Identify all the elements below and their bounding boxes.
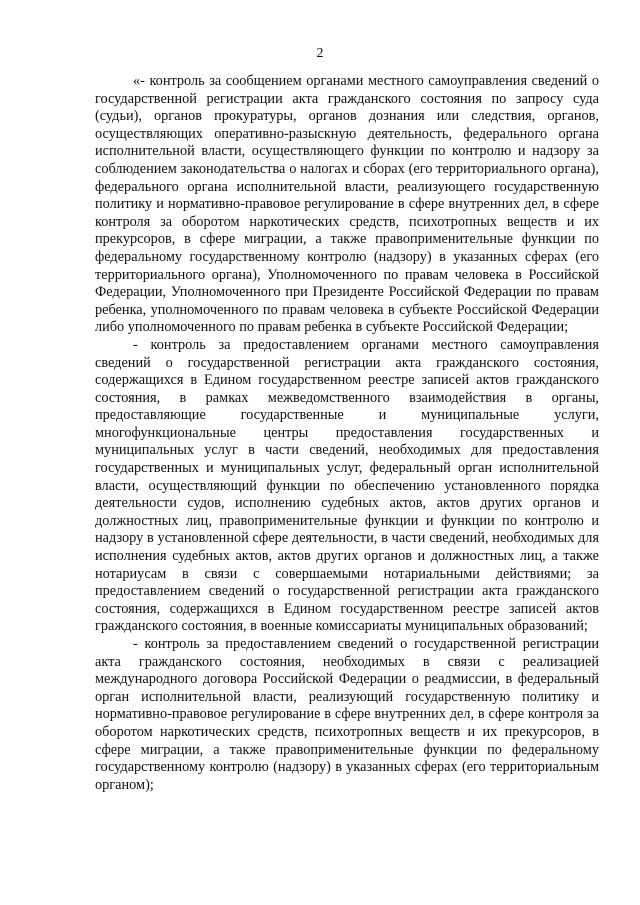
- document-body: [95, 73, 599, 794]
- page-number: 2: [316, 46, 324, 61]
- paragraph-3: - контроль за предоставлением сведений о государственной регистрации акта гражданского состояния, необходимых в связи с реализацией международного договора Российской Федерации о реадмиссии, в федеральный орган исполнительной власти, реализующий государственную политику и нормативно-правовое регулирование в сфере внутренних дел, в сфере контроля за оборотом наркотических средств, психотропных веществ и их прекурсоров, в сфере миграции, а также правоприменительные функции по федеральному государственному контролю (надзору) в указанных сферах (его территориальным органом);: [95, 636, 599, 793]
- paragraph-1: «- контроль за сообщением органами местного самоуправления сведений о государственной регистрации акта гражданского состояния по запросу суда (судьи), органов прокуратуры, органов дознания или следствия, органов, осуществляющих оперативно-разыскную деятельность, федерального органа исполнительной власти, осуществляющего функции по контролю и надзору за соблюдением законодательства о налогах и сборах (его территориального органа), федерального органа исполнительной власти, реализующего государственную политику и нормативно-правовое регулирование в сфере внутренних дел, в сфере контроля за оборотом наркотических средств, психотропных веществ и их прекурсоров, в сфере миграции, а также правоприменительные функции по федеральному государственному контролю (надзору) в указанных сферах (его территориального органа), Уполномоченного по правам человека в Российской Федерации, Уполномоченного при Президенте Российской Федерации по правам ребенка, уполномоченного по правам человека в субъекте Российской Федерации либо уполномоченного по правам ребенка в субъекте Российской Федерации;: [95, 73, 599, 336]
- paragraph-2: - контроль за предоставлением органами местного самоуправления сведений о государственной регистрации акта гражданского состояния, содержащихся в Едином государственном реестре записей актов гражданского состояния, в рамках межведомственного взаимодействия в органы, предоставляющие государственные и муниципальные услуги, многофункциональные центры предоставления государственных и муниципальных услуг в части сведений, необходимых для предоставления государственных и муниципальных услуг, федеральный орган исполнительной власти, осуществляющий функции по обеспечению установленного порядка деятельности судов, исполнению судебных актов, актов других органов и должностных лиц, правоприменительные функции и функции по контролю и надзору в установленной сфере деятельности, в части сведений, необходимых для исполнения судебных актов, актов других органов и должностных лиц, а также нотариусам в связи с совершаемыми нотариальными действиями; за предоставлением сведений о государственной регистрации акта гражданского состояния, содержащихся в Едином государственном реестре записей актов гражданского состояния, в военные комиссариаты муниципальных образований;: [95, 336, 599, 635]
